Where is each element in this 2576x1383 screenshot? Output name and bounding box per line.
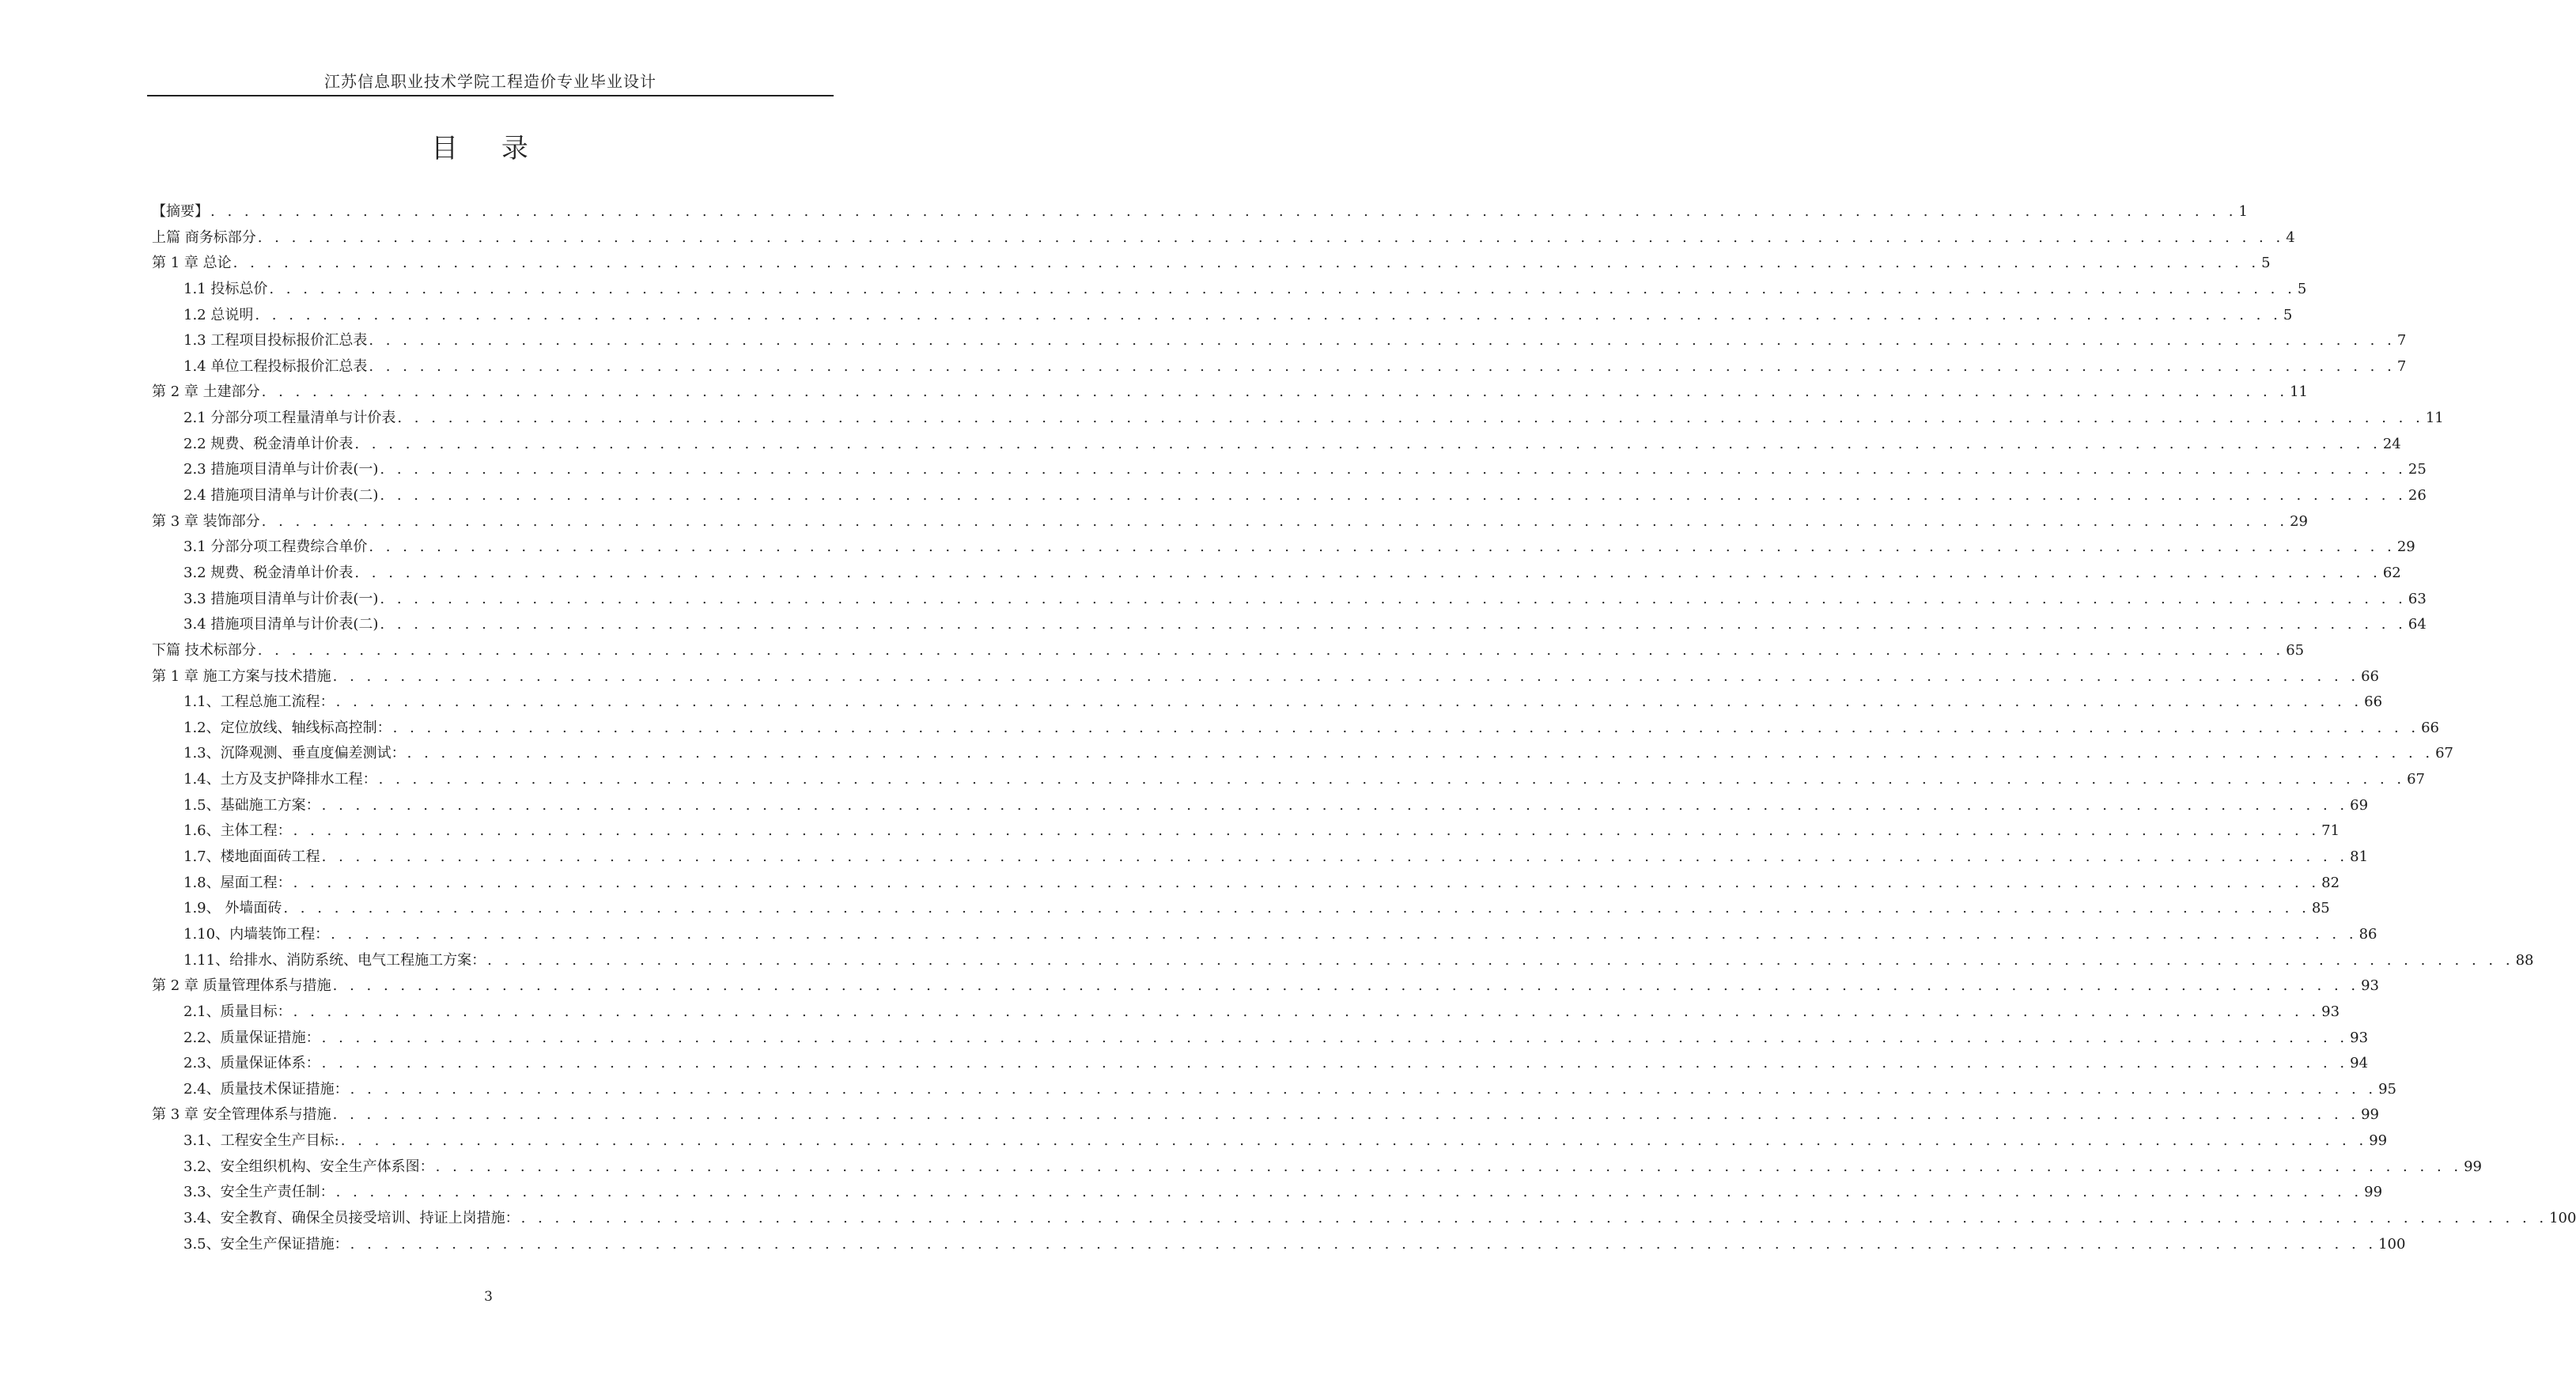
toc-entry-label: 3.4、安全教育、确保全员接受培训、持证上岗措施： [183, 1209, 520, 1226]
toc-title: 目 录 [431, 133, 546, 164]
toc-entry-page: 99 [2464, 1158, 2483, 1175]
toc-entry-label: 3.1 分部分项工程费综合单价 [183, 538, 368, 556]
toc-dot-leader: . . . . . . . . . . . . . . . . . . . . . . . . . . . . . . . . . . . . . . . . . . . . . . . . . . . . . . . . . . . . . . . . . . . . . . . . . . . . . . . . . . . . . . . . . . . . . . . . . . . . . . . . . . . . . . . . . . . . . . . . [378, 771, 2406, 788]
toc-entry-label: 2.2、质量保证措施： [183, 1029, 320, 1046]
toc-entry-label: 1.4、土方及支护降排水工程： [183, 771, 377, 788]
toc-dot-leader: . . . . . . . . . . . . . . . . . . . . . . . . . . . . . . . . . . . . . . . . . . . . . . . . . . . . . . . . . . . . . . . . . . . . . . . . . . . . . . . . . . . . . . . . . . . . . . . . . . . . . . . . . . . . . . . . . . . . . . . . [335, 693, 2363, 711]
toc-entry-page: 65 [2286, 641, 2305, 659]
toc-dot-leader: . . . . . . . . . . . . . . . . . . . . . . . . . . . . . . . . . . . . . . . . . . . . . . . . . . . . . . . . . . . . . . . . . . . . . . . . . . . . . . . . . . . . . . . . . . . . . . . . . . . . . . . . . . . . . . . . . . . . . . . . [269, 280, 2296, 297]
toc-entry-label: 3.3 措施项目清单与计价表(一) [183, 590, 379, 607]
toc-entry[interactable] [152, 432, 2401, 458]
toc-entry[interactable] [152, 690, 2383, 716]
toc-entry[interactable] [152, 1206, 2576, 1232]
toc-dot-leader: . . . . . . . . . . . . . . . . . . . . . . . . . . . . . . . . . . . . . . . . . . . . . . . . . . . . . . . . . . . . . . . . . . . . . . . . . . . . . . . . . . . . . . . . . . . . . . . . . . . . . . . . . . . . . . . . . . . . . . . . [261, 384, 2289, 401]
toc-entry-label: 上篇 商务标部分 [152, 229, 256, 246]
toc-entry-label: 1.3、沉降观测、垂直度偏差测试： [183, 745, 406, 762]
toc-dot-leader: . . . . . . . . . . . . . . . . . . . . . . . . . . . . . . . . . . . . . . . . . . . . . . . . . . . . . . . . . . . . . . . . . . . . . . . . . . . . . . . . . . . . . . . . . . . . . . . . . . . . . . . . . . . . . . . . . . . . . . . . [321, 796, 2349, 814]
toc-entry[interactable] [152, 1154, 2483, 1181]
toc-dot-leader: . . . . . . . . . . . . . . . . . . . . . . . . . . . . . . . . . . . . . . . . . . . . . . . . . . . . . . . . . . . . . . . . . . . . . . . . . . . . . . . . . . . . . . . . . . . . . . . . . . . . . . . . . . . . . . . . . . . . . . . . [332, 667, 2360, 685]
toc-entry-label: 2.1 分部分项工程量清单与计价表 [183, 410, 396, 427]
toc-entry[interactable] [152, 1077, 2397, 1103]
toc-entry-page: 81 [2350, 848, 2369, 866]
toc-entry-page: 100 [2549, 1209, 2576, 1226]
toc-entry[interactable] [152, 1128, 2388, 1154]
toc-dot-leader: . . . . . . . . . . . . . . . . . . . . . . . . . . . . . . . . . . . . . . . . . . . . . . . . . . . . . . . . . . . . . . . . . . . . . . . . . . . . . . . . . . . . . . . . . . . . . . . . . . . . . . . . . . . . . . . . . . . . . . . . [233, 255, 2260, 272]
toc-entry-page: 7 [2396, 357, 2407, 375]
toc-entry[interactable] [152, 509, 2309, 535]
toc-entry-label: 第 1 章 施工方案与技术措施 [152, 667, 331, 685]
toc-entry-label: 1.1 投标总价 [183, 280, 268, 297]
toc-dot-leader: . . . . . . . . . . . . . . . . . . . . . . . . . . . . . . . . . . . . . . . . . . . . . . . . . . . . . . . . . . . . . . . . . . . . . . . . . . . . . . . . . . . . . . . . . . . . . . . . . . . . . . . . . . . . . . . . . . . . . . . . [380, 590, 2407, 607]
table-of-contents [152, 199, 2576, 1257]
toc-entry[interactable] [152, 871, 2340, 897]
toc-entry[interactable] [152, 380, 2309, 406]
toc-entry-label: 1.6、主体工程： [183, 822, 292, 840]
toc-entry-page: 25 [2408, 461, 2427, 478]
toc-entry-page: 94 [2350, 1055, 2369, 1072]
toc-entry[interactable] [152, 1180, 2383, 1206]
toc-entry[interactable] [152, 587, 2427, 613]
toc-entry-page: 24 [2382, 435, 2401, 452]
toc-entry-label: 1.2 总说明 [183, 306, 254, 323]
toc-entry-page: 1 [2238, 203, 2248, 220]
toc-entry-label: 3.2、安全组织机构、安全生产体系图： [183, 1158, 434, 1175]
toc-dot-leader: . . . . . . . . . . . . . . . . . . . . . . . . . . . . . . . . . . . . . . . . . . . . . . . . . . . . . . . . . . . . . . . . . . . . . . . . . . . . . . . . . . . . . . . . . . . . . . . . . . . . . . . . . . . . . . . . . . . . . . . . [397, 410, 2424, 427]
toc-entry-label: 3.5、安全生产保证措施： [183, 1235, 349, 1253]
toc-entry-label: 第 1 章 总论 [152, 255, 232, 272]
toc-entry-page: 86 [2358, 925, 2377, 943]
toc-entry-label: 1.1、工程总施工流程： [183, 693, 335, 711]
toc-entry-label: 【摘要】 [152, 203, 209, 220]
toc-entry-page: 99 [2361, 1106, 2380, 1124]
toc-entry-page: 69 [2350, 796, 2369, 814]
toc-dot-leader: . . . . . . . . . . . . . . . . . . . . . . . . . . . . . . . . . . . . . . . . . . . . . . . . . . . . . . . . . . . . . . . . . . . . . . . . . . . . . . . . . . . . . . . . . . . . . . . . . . . . . . . . . . . . . . . . . . . . . . . . [369, 538, 2396, 556]
toc-entry[interactable] [152, 1026, 2369, 1052]
toc-entry-page: 5 [2261, 255, 2271, 272]
toc-entry[interactable] [152, 561, 2401, 587]
toc-entry[interactable] [152, 277, 2307, 303]
toc-entry-label: 2.4、质量技术保证措施： [183, 1080, 349, 1098]
toc-entry-page: 11 [2290, 384, 2309, 401]
toc-dot-leader: . . . . . . . . . . . . . . . . . . . . . . . . . . . . . . . . . . . . . . . . . . . . . . . . . . . . . . . . . . . . . . . . . . . . . . . . . . . . . . . . . . . . . . . . . . . . . . . . . . . . . . . . . . . . . . . . . . . . . . . . [283, 900, 2310, 917]
toc-dot-leader: . . . . . . . . . . . . . . . . . . . . . . . . . . . . . . . . . . . . . . . . . . . . . . . . . . . . . . . . . . . . . . . . . . . . . . . . . . . . . . . . . . . . . . . . . . . . . . . . . . . . . . . . . . . . . . . . . . . . . . . . [257, 229, 2285, 246]
toc-entry[interactable] [152, 199, 2248, 225]
toc-entry-label: 1.9、 外墙面砖 [183, 900, 282, 917]
toc-entry-label: 1.8、屋面工程： [183, 874, 292, 891]
toc-entry-label: 1.3 工程项目投标报价汇总表 [183, 332, 368, 350]
toc-entry-page: 71 [2321, 822, 2340, 840]
toc-dot-leader: . . . . . . . . . . . . . . . . . . . . . . . . . . . . . . . . . . . . . . . . . . . . . . . . . . . . . . . . . . . . . . . . . . . . . . . . . . . . . . . . . . . . . . . . . . . . . . . . . . . . . . . . . . . . . . . . . . . . . . . . [257, 641, 2285, 659]
toc-entry-page: 93 [2361, 977, 2380, 995]
toc-entry-page: 67 [2435, 745, 2454, 762]
toc-entry-page: 29 [2396, 538, 2415, 556]
toc-dot-leader: . . . . . . . . . . . . . . . . . . . . . . . . . . . . . . . . . . . . . . . . . . . . . . . . . . . . . . . . . . . . . . . . . . . . . . . . . . . . . . . . . . . . . . . . . . . . . . . . . . . . . . . . . . . . . . . . . . . . . . . . [321, 1029, 2349, 1046]
toc-entry-page: 99 [2369, 1132, 2388, 1150]
toc-entry-label: 3.3、安全生产责任制： [183, 1184, 335, 1201]
toc-entry-label: 第 3 章 安全管理体系与措施 [152, 1106, 331, 1124]
toc-entry[interactable] [152, 1051, 2369, 1077]
toc-dot-leader: . . . . . . . . . . . . . . . . . . . . . . . . . . . . . . . . . . . . . . . . . . . . . . . . . . . . . . . . . . . . . . . . . . . . . . . . . . . . . . . . . . . . . . . . . . . . . . . . . . . . . . . . . . . . . . . . . . . . . . . . [520, 1209, 2548, 1226]
toc-entry-label: 2.3 措施项目清单与计价表(一) [183, 461, 379, 478]
toc-entry-page: 5 [2283, 306, 2293, 323]
toc-dot-leader: . . . . . . . . . . . . . . . . . . . . . . . . . . . . . . . . . . . . . . . . . . . . . . . . . . . . . . . . . . . . . . . . . . . . . . . . . . . . . . . . . . . . . . . . . . . . . . . . . . . . . . . . . . . . . . . . . . . . . . . . [293, 874, 2321, 891]
toc-dot-leader: . . . . . . . . . . . . . . . . . . . . . . . . . . . . . . . . . . . . . . . . . . . . . . . . . . . . . . . . . . . . . . . . . . . . . . . . . . . . . . . . . . . . . . . . . . . . . . . . . . . . . . . . . . . . . . . . . . . . . . . . [340, 1132, 2368, 1150]
toc-entry[interactable] [152, 973, 2380, 999]
toc-entry[interactable] [152, 612, 2427, 638]
toc-entry-page: 5 [2297, 280, 2307, 297]
toc-dot-leader: . . . . . . . . . . . . . . . . . . . . . . . . . . . . . . . . . . . . . . . . . . . . . . . . . . . . . . . . . . . . . . . . . . . . . . . . . . . . . . . . . . . . . . . . . . . . . . . . . . . . . . . . . . . . . . . . . . . . . . . . [331, 925, 2358, 943]
toc-entry-label: 2.4 措施项目清单与计价表(二) [183, 487, 379, 504]
toc-dot-leader: . . . . . . . . . . . . . . . . . . . . . . . . . . . . . . . . . . . . . . . . . . . . . . . . . . . . . . . . . . . . . . . . . . . . . . . . . . . . . . . . . . . . . . . . . . . . . . . . . . . . . . . . . . . . . . . . . . . . . . . . [380, 616, 2407, 633]
toc-entry[interactable] [152, 845, 2369, 871]
toc-entry[interactable] [152, 896, 2330, 922]
toc-entry[interactable] [152, 818, 2340, 845]
toc-entry-label: 3.2 规费、税金清单计价表 [183, 564, 354, 581]
toc-dot-leader: . . . . . . . . . . . . . . . . . . . . . . . . . . . . . . . . . . . . . . . . . . . . . . . . . . . . . . . . . . . . . . . . . . . . . . . . . . . . . . . . . . . . . . . . . . . . . . . . . . . . . . . . . . . . . . . . . . . . . . . . [210, 203, 2237, 220]
toc-entry-page: 82 [2321, 874, 2340, 891]
toc-entry-page: 95 [2378, 1080, 2397, 1098]
toc-entry-page: 62 [2382, 564, 2401, 581]
toc-entry[interactable] [152, 664, 2380, 690]
toc-dot-leader: . . . . . . . . . . . . . . . . . . . . . . . . . . . . . . . . . . . . . . . . . . . . . . . . . . . . . . . . . . . . . . . . . . . . . . . . . . . . . . . . . . . . . . . . . . . . . . . . . . . . . . . . . . . . . . . . . . . . . . . . [354, 435, 2381, 452]
toc-entry[interactable] [152, 251, 2271, 277]
toc-entry[interactable] [152, 354, 2407, 380]
toc-entry[interactable] [152, 1102, 2380, 1128]
toc-dot-leader: . . . . . . . . . . . . . . . . . . . . . . . . . . . . . . . . . . . . . . . . . . . . . . . . . . . . . . . . . . . . . . . . . . . . . . . . . . . . . . . . . . . . . . . . . . . . . . . . . . . . . . . . . . . . . . . . . . . . . . . . [350, 1080, 2377, 1098]
toc-entry[interactable] [152, 638, 2305, 664]
toc-entry[interactable] [152, 225, 2295, 251]
toc-entry[interactable] [152, 406, 2444, 432]
toc-entry-label: 1.5、基础施工方案： [183, 796, 320, 814]
toc-dot-leader: . . . . . . . . . . . . . . . . . . . . . . . . . . . . . . . . . . . . . . . . . . . . . . . . . . . . . . . . . . . . . . . . . . . . . . . . . . . . . . . . . . . . . . . . . . . . . . . . . . . . . . . . . . . . . . . . . . . . . . . . [435, 1158, 2463, 1175]
toc-entry-label: 3.1、工程安全生产目标: [183, 1132, 339, 1150]
toc-entry[interactable] [152, 328, 2407, 354]
toc-dot-leader: . . . . . . . . . . . . . . . . . . . . . . . . . . . . . . . . . . . . . . . . . . . . . . . . . . . . . . . . . . . . . . . . . . . . . . . . . . . . . . . . . . . . . . . . . . . . . . . . . . . . . . . . . . . . . . . . . . . . . . . . [487, 951, 2514, 969]
toc-entry-label: 第 3 章 装饰部分 [152, 512, 260, 530]
toc-entry[interactable] [152, 922, 2377, 948]
toc-entry-label: 3.4 措施项目清单与计价表(二) [183, 616, 379, 633]
toc-entry[interactable] [152, 483, 2427, 509]
toc-dot-leader: . . . . . . . . . . . . . . . . . . . . . . . . . . . . . . . . . . . . . . . . . . . . . . . . . . . . . . . . . . . . . . . . . . . . . . . . . . . . . . . . . . . . . . . . . . . . . . . . . . . . . . . . . . . . . . . . . . . . . . . . [354, 564, 2381, 581]
toc-entry-label: 1.2、定位放线、轴线标高控制： [183, 719, 392, 736]
toc-entry[interactable] [152, 767, 2426, 793]
toc-dot-leader: . . . . . . . . . . . . . . . . . . . . . . . . . . . . . . . . . . . . . . . . . . . . . . . . . . . . . . . . . . . . . . . . . . . . . . . . . . . . . . . . . . . . . . . . . . . . . . . . . . . . . . . . . . . . . . . . . . . . . . . . [332, 1106, 2360, 1124]
toc-entry-label: 1.7、楼地面面砖工程 [183, 848, 320, 866]
toc-entry-label: 1.11、给排水、消防系统、电气工程施工方案： [183, 951, 486, 969]
toc-entry[interactable] [152, 535, 2415, 561]
toc-entry[interactable] [152, 793, 2369, 819]
toc-dot-leader: . . . . . . . . . . . . . . . . . . . . . . . . . . . . . . . . . . . . . . . . . . . . . . . . . . . . . . . . . . . . . . . . . . . . . . . . . . . . . . . . . . . . . . . . . . . . . . . . . . . . . . . . . . . . . . . . . . . . . . . . [369, 332, 2396, 350]
toc-entry-page: 88 [2515, 951, 2534, 969]
page-number: 3 [484, 1289, 493, 1305]
toc-entry-label: 下篇 技术标部分 [152, 641, 256, 659]
toc-entry-page: 66 [2364, 693, 2383, 711]
toc-dot-leader: . . . . . . . . . . . . . . . . . . . . . . . . . . . . . . . . . . . . . . . . . . . . . . . . . . . . . . . . . . . . . . . . . . . . . . . . . . . . . . . . . . . . . . . . . . . . . . . . . . . . . . . . . . . . . . . . . . . . . . . . [293, 1003, 2321, 1020]
toc-entry-label: 1.4 单位工程投标报价汇总表 [183, 357, 368, 375]
toc-dot-leader: . . . . . . . . . . . . . . . . . . . . . . . . . . . . . . . . . . . . . . . . . . . . . . . . . . . . . . . . . . . . . . . . . . . . . . . . . . . . . . . . . . . . . . . . . . . . . . . . . . . . . . . . . . . . . . . . . . . . . . . . [350, 1235, 2377, 1253]
toc-dot-leader: . . . . . . . . . . . . . . . . . . . . . . . . . . . . . . . . . . . . . . . . . . . . . . . . . . . . . . . . . . . . . . . . . . . . . . . . . . . . . . . . . . . . . . . . . . . . . . . . . . . . . . . . . . . . . . . . . . . . . . . . [380, 461, 2407, 478]
toc-dot-leader: . . . . . . . . . . . . . . . . . . . . . . . . . . . . . . . . . . . . . . . . . . . . . . . . . . . . . . . . . . . . . . . . . . . . . . . . . . . . . . . . . . . . . . . . . . . . . . . . . . . . . . . . . . . . . . . . . . . . . . . . [335, 1184, 2363, 1201]
toc-entry-page: 93 [2321, 1003, 2340, 1020]
toc-dot-leader: . . . . . . . . . . . . . . . . . . . . . . . . . . . . . . . . . . . . . . . . . . . . . . . . . . . . . . . . . . . . . . . . . . . . . . . . . . . . . . . . . . . . . . . . . . . . . . . . . . . . . . . . . . . . . . . . . . . . . . . . [407, 745, 2434, 762]
toc-dot-leader: . . . . . . . . . . . . . . . . . . . . . . . . . . . . . . . . . . . . . . . . . . . . . . . . . . . . . . . . . . . . . . . . . . . . . . . . . . . . . . . . . . . . . . . . . . . . . . . . . . . . . . . . . . . . . . . . . . . . . . . . [293, 822, 2321, 840]
toc-dot-leader: . . . . . . . . . . . . . . . . . . . . . . . . . . . . . . . . . . . . . . . . . . . . . . . . . . . . . . . . . . . . . . . . . . . . . . . . . . . . . . . . . . . . . . . . . . . . . . . . . . . . . . . . . . . . . . . . . . . . . . . . [369, 357, 2396, 375]
toc-dot-leader: . . . . . . . . . . . . . . . . . . . . . . . . . . . . . . . . . . . . . . . . . . . . . . . . . . . . . . . . . . . . . . . . . . . . . . . . . . . . . . . . . . . . . . . . . . . . . . . . . . . . . . . . . . . . . . . . . . . . . . . . [332, 977, 2360, 995]
toc-entry-page: 4 [2286, 229, 2295, 246]
toc-dot-leader: . . . . . . . . . . . . . . . . . . . . . . . . . . . . . . . . . . . . . . . . . . . . . . . . . . . . . . . . . . . . . . . . . . . . . . . . . . . . . . . . . . . . . . . . . . . . . . . . . . . . . . . . . . . . . . . . . . . . . . . . [261, 512, 2289, 530]
toc-entry-label: 2.3、质量保证体系： [183, 1055, 320, 1072]
toc-entry-label: 2.2 规费、税金清单计价表 [183, 435, 354, 452]
toc-entry[interactable] [152, 1232, 2406, 1258]
toc-entry-page: 63 [2408, 590, 2427, 607]
toc-entry-page: 11 [2425, 410, 2444, 427]
toc-entry-page: 66 [2421, 719, 2440, 736]
toc-entry[interactable] [152, 999, 2340, 1026]
toc-entry-label: 2.1、质量目标： [183, 1003, 292, 1020]
toc-entry-page: 66 [2361, 667, 2380, 685]
toc-entry-label: 第 2 章 土建部分 [152, 384, 260, 401]
toc-entry-page: 67 [2407, 771, 2426, 788]
toc-entry-page: 26 [2408, 487, 2427, 504]
toc-dot-leader: . . . . . . . . . . . . . . . . . . . . . . . . . . . . . . . . . . . . . . . . . . . . . . . . . . . . . . . . . . . . . . . . . . . . . . . . . . . . . . . . . . . . . . . . . . . . . . . . . . . . . . . . . . . . . . . . . . . . . . . . [321, 1055, 2349, 1072]
toc-entry[interactable] [152, 457, 2427, 483]
toc-entry-label: 1.10、内墙装饰工程： [183, 925, 330, 943]
toc-entry-page: 7 [2396, 332, 2407, 350]
toc-entry-page: 99 [2364, 1184, 2383, 1201]
toc-entry[interactable] [152, 716, 2440, 742]
page-header [147, 66, 834, 96]
toc-entry-page: 29 [2290, 512, 2309, 530]
toc-entry-page: 93 [2350, 1029, 2369, 1046]
toc-entry-page: 64 [2408, 616, 2427, 633]
toc-entry-page: 100 [2378, 1235, 2406, 1253]
toc-dot-leader: . . . . . . . . . . . . . . . . . . . . . . . . . . . . . . . . . . . . . . . . . . . . . . . . . . . . . . . . . . . . . . . . . . . . . . . . . . . . . . . . . . . . . . . . . . . . . . . . . . . . . . . . . . . . . . . . . . . . . . . . [321, 848, 2349, 866]
toc-entry-label: 第 2 章 质量管理体系与措施 [152, 977, 331, 995]
toc-dot-leader: . . . . . . . . . . . . . . . . . . . . . . . . . . . . . . . . . . . . . . . . . . . . . . . . . . . . . . . . . . . . . . . . . . . . . . . . . . . . . . . . . . . . . . . . . . . . . . . . . . . . . . . . . . . . . . . . . . . . . . . . [392, 719, 2420, 736]
toc-dot-leader: . . . . . . . . . . . . . . . . . . . . . . . . . . . . . . . . . . . . . . . . . . . . . . . . . . . . . . . . . . . . . . . . . . . . . . . . . . . . . . . . . . . . . . . . . . . . . . . . . . . . . . . . . . . . . . . . . . . . . . . . [380, 487, 2407, 504]
toc-entry[interactable] [152, 948, 2534, 974]
toc-entry[interactable] [152, 741, 2454, 767]
toc-entry-page: 85 [2311, 900, 2330, 917]
header-title: 江苏信息职业技术学院工程造价专业毕业设计 [324, 72, 656, 91]
toc-dot-leader: . . . . . . . . . . . . . . . . . . . . . . . . . . . . . . . . . . . . . . . . . . . . . . . . . . . . . . . . . . . . . . . . . . . . . . . . . . . . . . . . . . . . . . . . . . . . . . . . . . . . . . . . . . . . . . . . . . . . . . . . [255, 306, 2282, 323]
toc-entry[interactable] [152, 303, 2293, 329]
